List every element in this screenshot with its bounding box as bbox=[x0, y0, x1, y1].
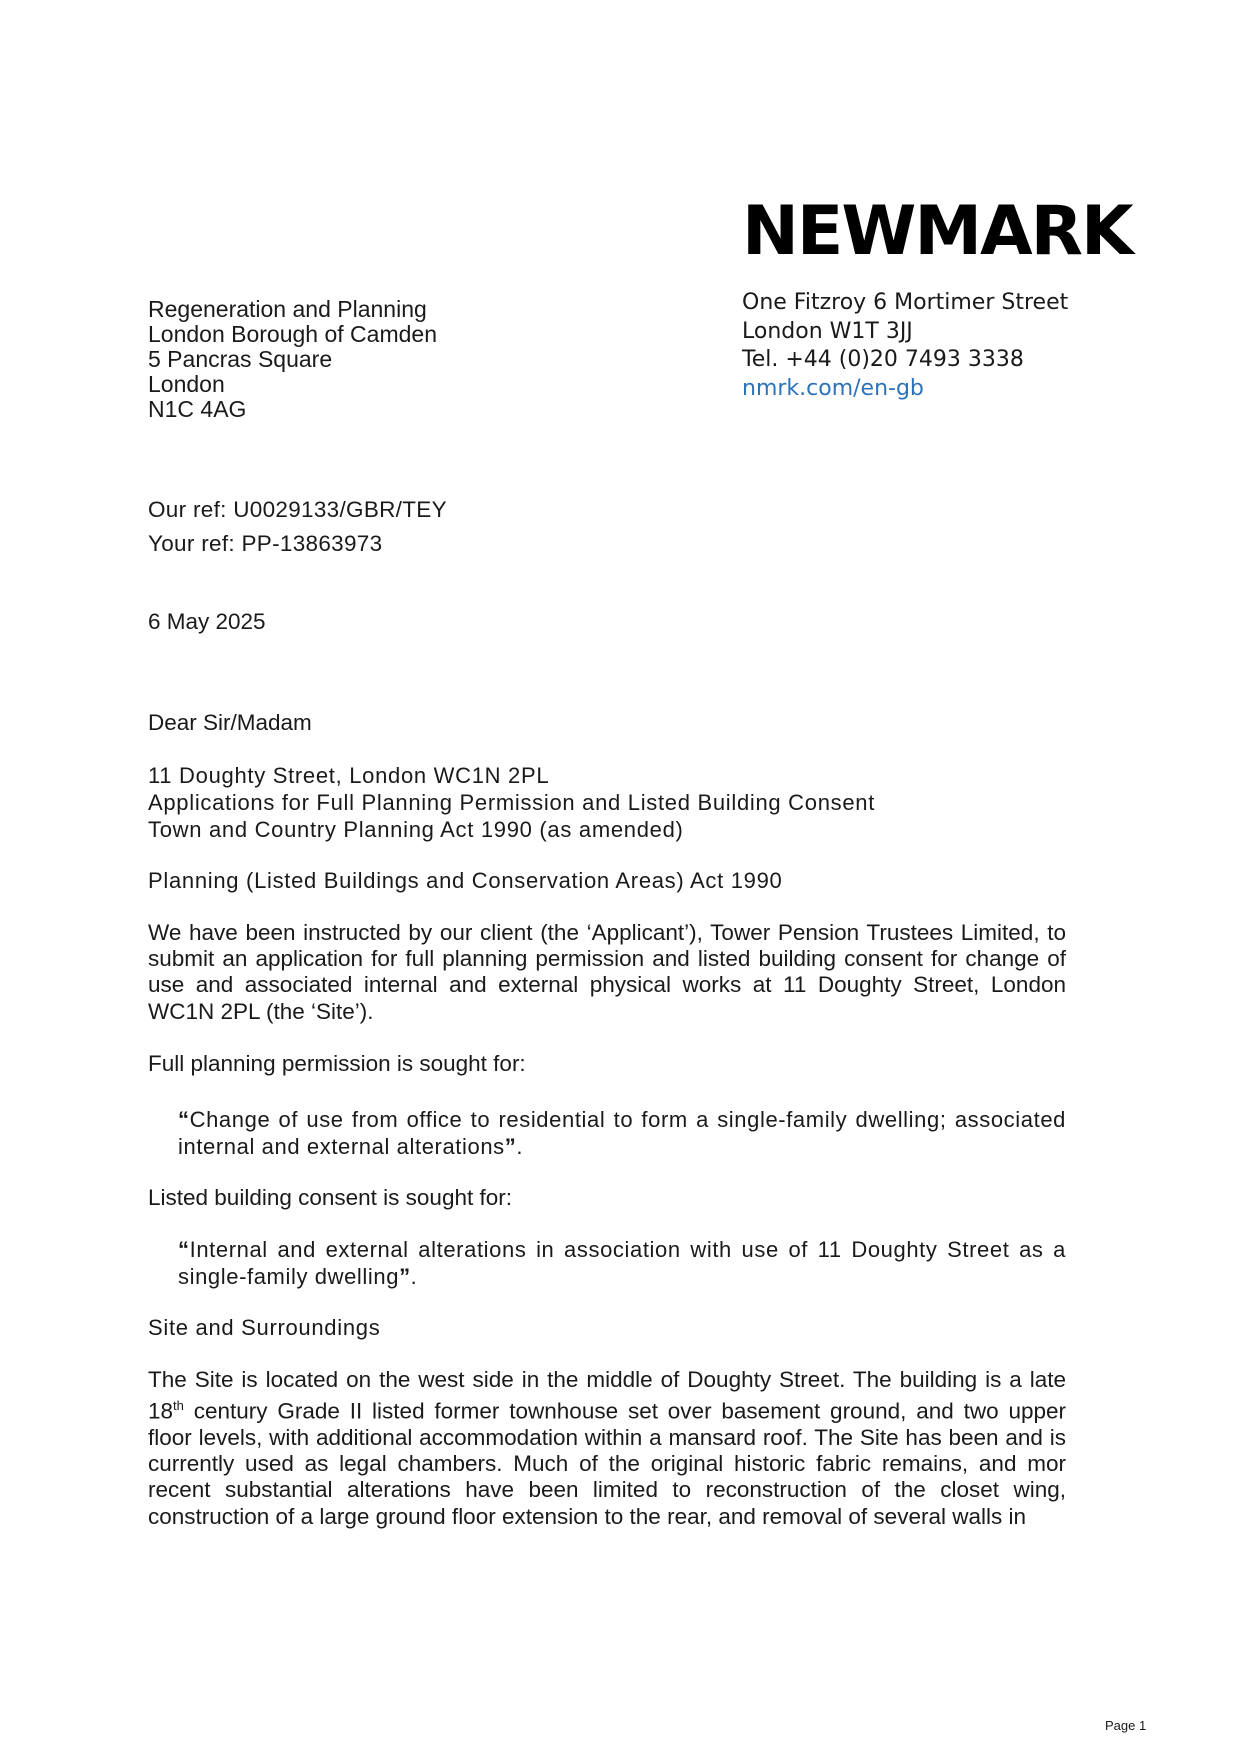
quote-terminator: . bbox=[516, 1133, 524, 1159]
open-quote-mark: “ bbox=[178, 1237, 190, 1262]
recipient-line: London Borough of Camden bbox=[148, 321, 437, 347]
lbc-description: Internal and external alterations in association with use of 11 Doughty Street as a single-family dwelling bbox=[178, 1237, 1066, 1289]
letter-date: 6 May 2025 bbox=[148, 609, 266, 634]
firm-address-city: London W1T 3JJ bbox=[742, 318, 913, 344]
intro-paragraph: We have been instructed by our client (the ‘Applicant’), Tower Pension Trustees Limited, to submit an application for full planning permission and listed building consent for change of use and associated internal and external physical works at 11 Doughty Street, London WC1N 2PL (the ‘Site’). bbox=[148, 920, 1066, 1024]
fpp-lead: Full planning permission is sought for: bbox=[148, 1051, 526, 1076]
fpp-description-quote bbox=[178, 1107, 1066, 1160]
firm-address-line: One Fitzroy 6 Mortimer Street bbox=[742, 290, 1069, 315]
recipient-address-block bbox=[148, 297, 437, 422]
lbc-description-quote bbox=[178, 1237, 1066, 1290]
site-text-part-1: The Site is located on the west side in the middle of Doughty Street. The building is a late 18 bbox=[148, 1367, 1066, 1424]
subject-act-1: Town and Country Planning Act 1990 (as amended) bbox=[148, 817, 684, 842]
reference-block bbox=[148, 493, 447, 561]
salutation: Dear Sir/Madam bbox=[148, 710, 312, 735]
subject-applications: Applications for Full Planning Permission and Listed Building Consent bbox=[148, 790, 876, 815]
site-paragraph bbox=[148, 1367, 1066, 1530]
recipient-line: London bbox=[148, 371, 225, 397]
quote-terminator: . bbox=[410, 1263, 418, 1289]
section-heading: Site and Surroundings bbox=[148, 1315, 381, 1340]
newmark-logo: NEWMARK bbox=[742, 192, 1132, 271]
your-reference: Your ref: PP-13863973 bbox=[148, 531, 383, 556]
page-number: Page 1 bbox=[1105, 1718, 1147, 1733]
close-quote-mark: ” bbox=[504, 1133, 517, 1159]
ordinal-suffix: th bbox=[173, 1398, 184, 1414]
firm-telephone: Tel. +44 (0)20 7493 3338 bbox=[742, 347, 1024, 372]
recipient-line: Regeneration and Planning bbox=[148, 296, 427, 322]
lbc-lead: Listed building consent is sought for: bbox=[148, 1185, 512, 1210]
fpp-description: Change of use from office to residential to form a single-family dwelling; associated internal and external alterations bbox=[178, 1107, 1066, 1159]
recipient-line: 5 Pancras Square bbox=[148, 346, 333, 372]
site-text-part-2: century Grade II listed former townhouse set over basement ground, and two upper floor levels, with additional accommodation within a mansard roof. The Site has been and is currently used as legal chambers. Much of the original historic fabric remains, and mor recent substantial alterations have been limited to reconstruction of the closet wing, construction of a large ground floor extension to the rear, and removal of several walls in bbox=[148, 1398, 1066, 1529]
firm-address-block bbox=[742, 289, 1068, 403]
firm-website-link[interactable]: nmrk.com/en-gb bbox=[742, 375, 924, 401]
our-reference: Our ref: U0029133/GBR/TEY bbox=[148, 497, 447, 522]
recipient-postcode: N1C 4AG bbox=[148, 396, 247, 422]
close-quote-mark: ” bbox=[399, 1263, 411, 1289]
subject-block bbox=[148, 762, 875, 843]
open-quote-mark: “ bbox=[178, 1107, 190, 1132]
subject-address: 11 Doughty Street, London WC1N 2PL bbox=[148, 763, 550, 788]
subject-act-2: Planning (Listed Buildings and Conservation Areas) Act 1990 bbox=[148, 868, 783, 893]
